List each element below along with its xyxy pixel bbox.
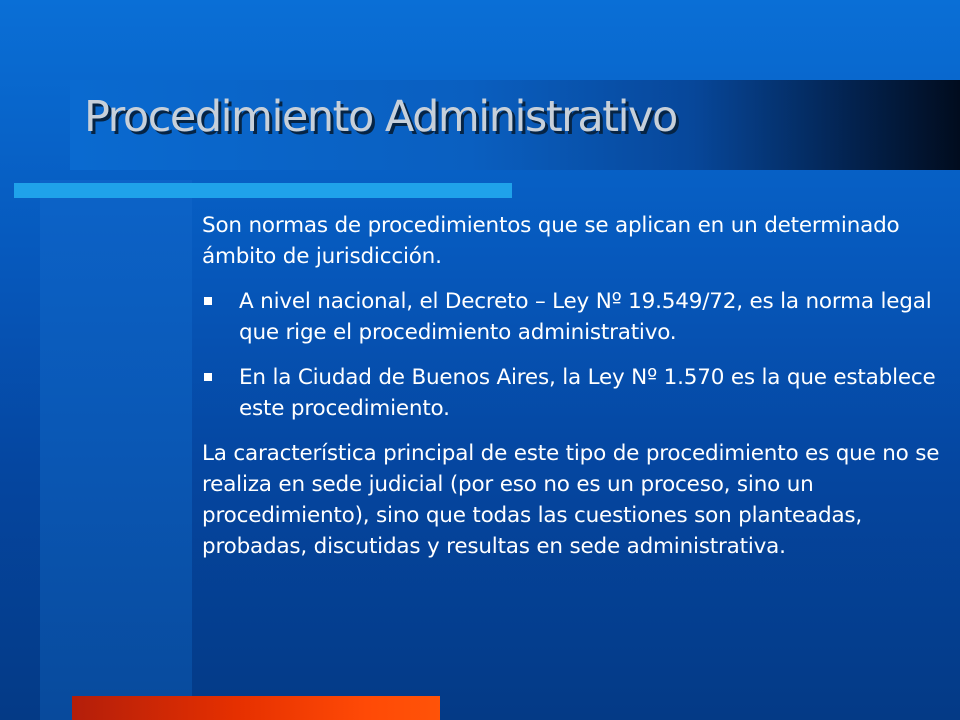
slide-title: Procedimiento Administrativo: [84, 92, 677, 142]
conclusion-paragraph: La característica principal de este tipo de procedimiento es que no se realiza en sede judicial (por eso no es un proceso, sino un procedimiento), sino que todas las cuestiones son planteadas, probadas, discutidas y resultas en sede administrativa.: [202, 441, 940, 559]
intro-paragraph: Son normas de procedimientos que se aplican en un determinado ámbito de jurisdicción.: [202, 213, 900, 269]
square-bullet-icon: [204, 297, 212, 305]
slide-body: [202, 210, 952, 562]
list-item: [202, 286, 952, 348]
square-bullet-icon: [204, 373, 212, 381]
bullet-text: En la Ciudad de Buenos Aires, la Ley Nº 1.570 es la que establece este procedimiento.: [239, 365, 936, 421]
footer-accent-bar: [72, 696, 440, 720]
list-item: [202, 362, 952, 424]
left-decorative-column: [40, 180, 192, 720]
bullet-text: A nivel nacional, el Decreto – Ley Nº 19.549/72, es la norma legal que rige el procedimiento administrativo.: [239, 289, 932, 345]
bullet-list: [202, 286, 952, 424]
accent-rule: [14, 183, 512, 198]
